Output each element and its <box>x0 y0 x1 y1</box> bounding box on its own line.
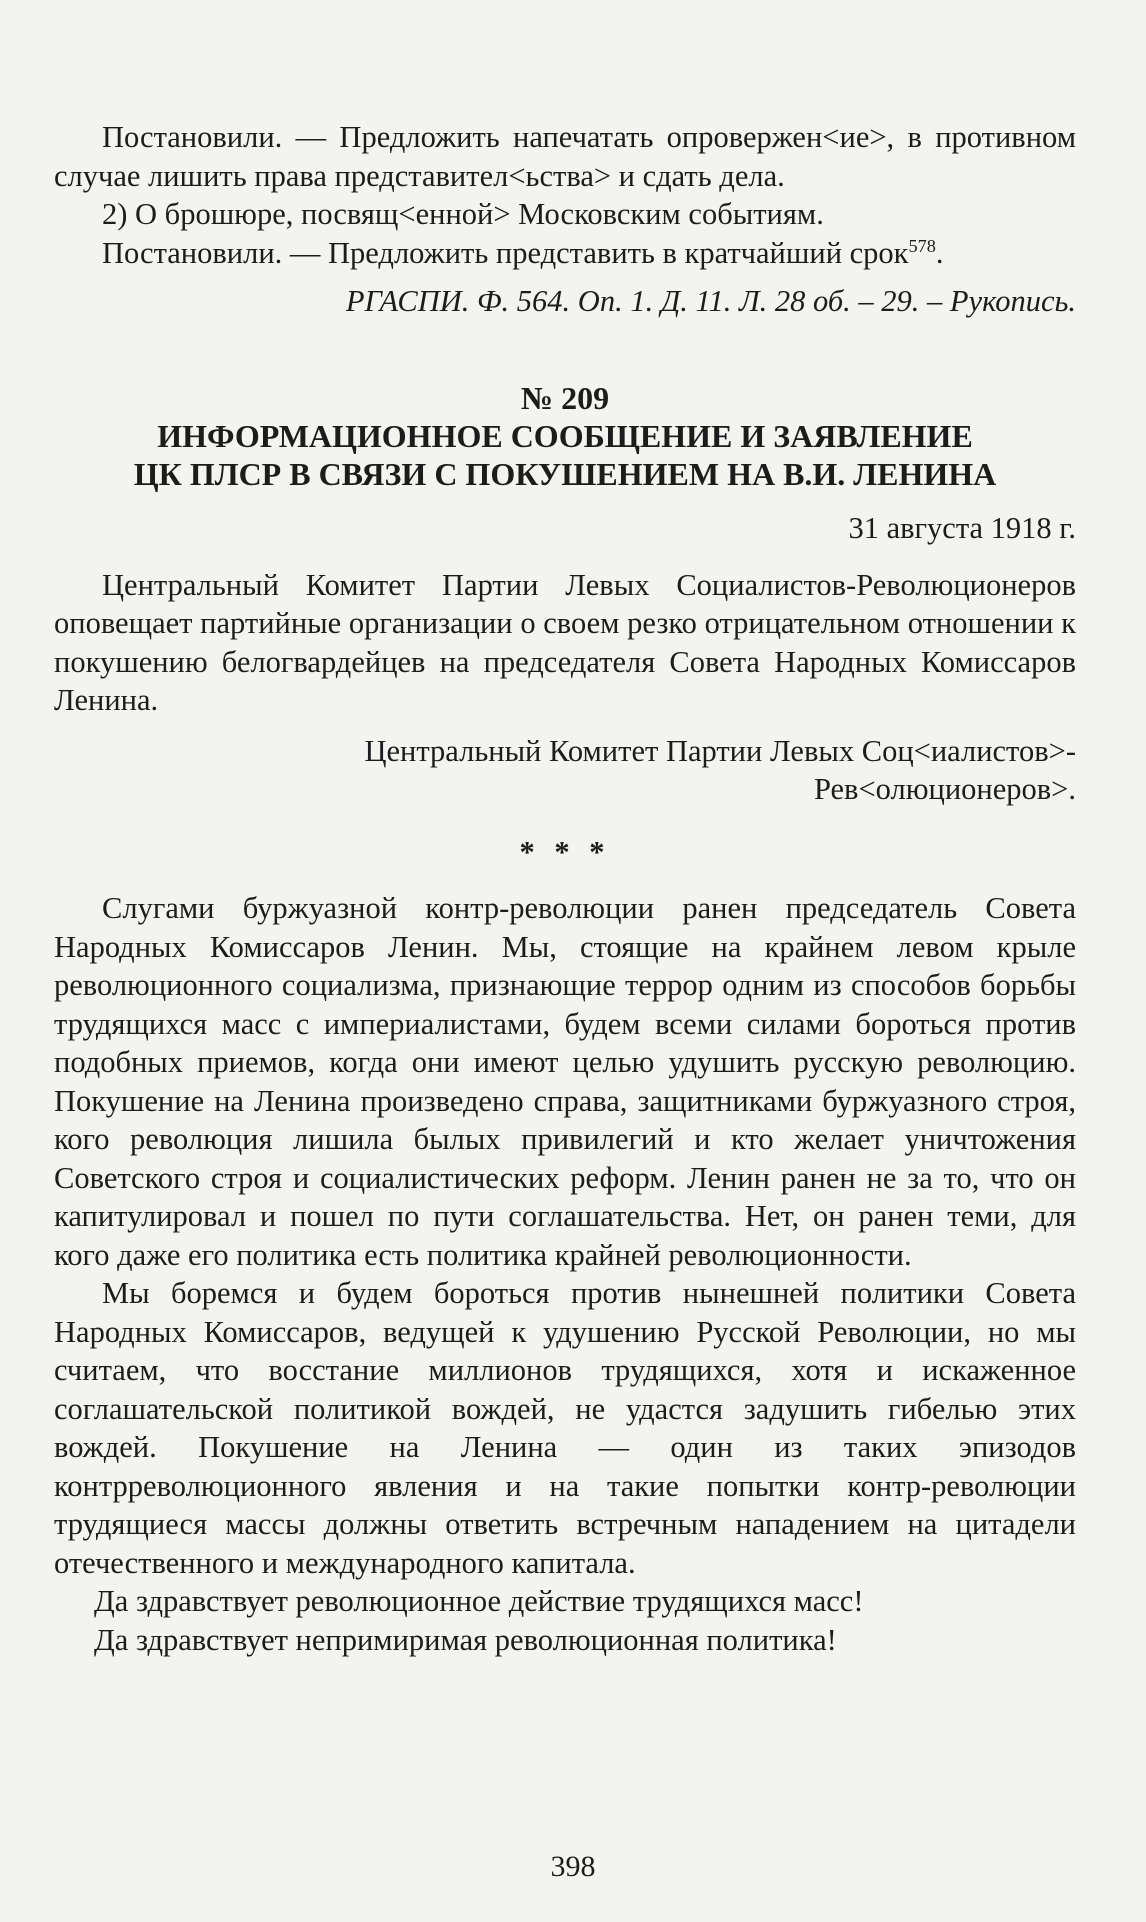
section-separator: * * * <box>519 834 611 869</box>
signature-line-1: Центральный Комитет Партии Левых Соц<иалистов>- <box>364 733 1076 768</box>
resolution-paragraph-1: Постановили. — Предложить напечатать опровержен<ие>, в противном случае лишить права представител<ьства> и сдать дела. <box>54 120 1076 193</box>
resolution-text: Постановили. — Предложить представить в кратчайший срок <box>102 235 909 270</box>
archive-source: РГАСПИ. Ф. 564. Оп. 1. Д. 11. Л. 28 об. – 29. – Рукопись. <box>345 284 1076 318</box>
document-number: № 209 <box>520 379 610 416</box>
signature-line-2: Рев<олюционеров>. <box>813 772 1076 806</box>
document-title-line-2: ЦК ПЛСР В СВЯЗИ С ПОКУШЕНИЕМ НА В.И. ЛЕНИНА <box>133 456 997 492</box>
footnote-marker: 578 <box>908 235 936 256</box>
agenda-item-2: 2) О брошюре, посвящ<енной> Московским событиям. <box>102 197 824 231</box>
slogan-1: Да здравствует революционное действие трудящихся масс! <box>94 1584 864 1618</box>
page-number: 398 <box>550 1850 596 1883</box>
statement-paragraph-2: Мы боремся и будем бороться против нынешней политики Совета Народных Комиссаров, ведущей к удушению Русской Революции, но мы считаем, что восстание миллионов трудящихся, хотя и искаженное соглашательской политикой вождей, не удастся задушить гибелью этих вождей. Покушение на Ленина — один из таких эпизодов контрреволюционного явления и на такие попытки контр-революции трудящиеся массы должны ответить встречным нападением на цитадели отечественного и международного капитала. <box>54 1276 1076 1580</box>
resolution-end: . <box>935 235 944 270</box>
statement-paragraph-1: Слугами буржуазной контр-революции ранен председатель Совета Народных Комиссаров Ленин. Мы, стоящие на крайнем левом крыле революционного социализма, признающие террор одним из способов борьбы трудящихся масс с империалистами, будем всеми силами бороться против подобных приемов, когда они имеют целью удушить русскую революцию. Покушение на Ленина произведено справа, защитниками буржуазного строя, кого революция лишила былых привилегий и кто желает уничтожения Советского строя и социалистических реформ. Ленин ранен не за то, что он капитулировал и пошел по пути соглашательства. Нет, он ранен теми, для кого даже его политика есть политика крайней революционности. <box>54 891 1076 1272</box>
announcement-paragraph: Центральный Комитет Партии Левых Социалистов-Революционеров оповещает партийные организации о своем резко отрицательном отношении к покушению белогвардейцев на председателя Совета Народных Комиссаров Ленина. <box>54 567 1076 717</box>
document-title-line-1: ИНФОРМАЦИОННОЕ СООБЩЕНИЕ И ЗАЯВЛЕНИЕ <box>157 418 973 454</box>
slogan-2: Да здравствует непримиримая революционная политика! <box>94 1622 837 1657</box>
page-text <box>54 118 1076 1659</box>
resolution-paragraph-2 <box>54 234 1076 273</box>
document-date: 31 августа 1918 г. <box>848 511 1076 545</box>
